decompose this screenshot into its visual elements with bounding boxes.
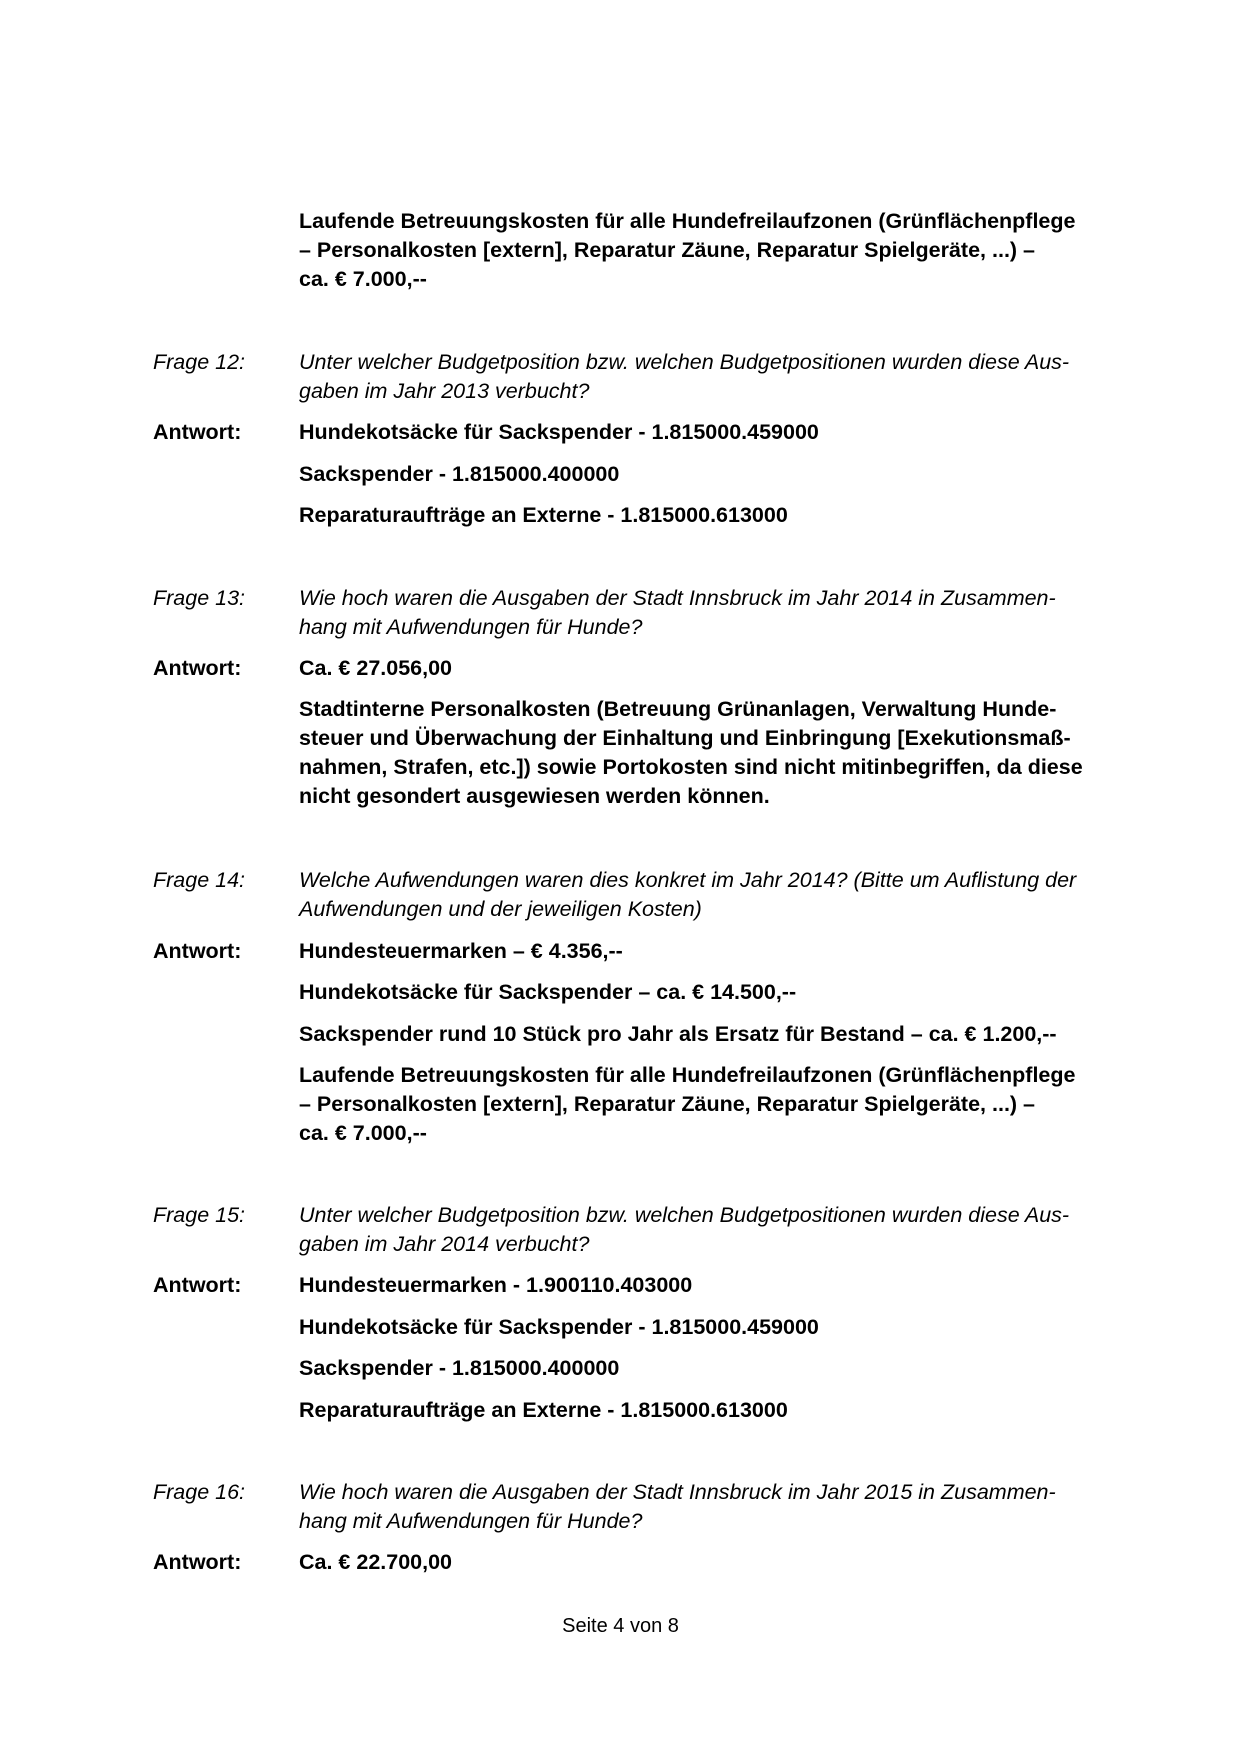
answer-15-item-3 xyxy=(153,1354,1138,1383)
question-text: Welche Aufwendungen waren dies konkret im Jahr 2014? (Bitte um Auflistung der xyxy=(299,868,1077,892)
question-text: Unter welcher Budgetposition bzw. welchen Budgetpositionen wurden diese Aus- xyxy=(299,1203,1070,1227)
answer-14-item-2 xyxy=(153,978,1138,1007)
answer-14-item-3 xyxy=(153,1020,1138,1049)
answer-label: Antwort: xyxy=(153,1273,242,1297)
answer-amount: Ca. € 22.700,00 xyxy=(299,1550,453,1574)
question-label: Frage 14: xyxy=(153,868,246,892)
note-line: nicht gesondert ausgewiesen werden können. xyxy=(299,784,770,808)
question-14 xyxy=(153,866,1138,924)
question-16 xyxy=(153,1478,1138,1536)
question-text: gaben im Jahr 2013 verbucht? xyxy=(299,379,590,403)
text-line: ca. € 7.000,-- xyxy=(299,267,427,291)
question-label: Frage 16: xyxy=(153,1480,246,1504)
page-number: Seite 4 von 8 xyxy=(562,1615,679,1637)
answer-amount: Ca. € 27.056,00 xyxy=(299,656,453,680)
question-text: Wie hoch waren die Ausgaben der Stadt Innsbruck im Jahr 2015 in Zusammen- xyxy=(299,1480,1056,1504)
question-text: hang mit Aufwendungen für Hunde? xyxy=(299,1509,643,1533)
note-line: nahmen, Strafen, etc.]) sowie Portokosten sind nicht mitinbegriffen, da diese xyxy=(299,755,1083,779)
answer-13 xyxy=(153,654,1138,683)
answer-15 xyxy=(153,1271,1138,1300)
question-text: hang mit Aufwendungen für Hunde? xyxy=(299,615,643,639)
answer-label: Antwort: xyxy=(153,939,242,963)
answer-label: Antwort: xyxy=(153,420,242,444)
answer-16 xyxy=(153,1548,1138,1577)
answer-item: Sackspender - 1.815000.400000 xyxy=(299,1356,620,1380)
answer-13-note xyxy=(153,695,1138,811)
answer-label: Antwort: xyxy=(153,656,242,680)
question-12 xyxy=(153,348,1138,406)
answer-item: Reparaturaufträge an Externe - 1.815000.613000 xyxy=(299,1398,788,1422)
answer-12-item-2 xyxy=(153,460,1138,489)
answer-item: Reparaturaufträge an Externe - 1.815000.613000 xyxy=(299,503,788,527)
answer-item: – Personalkosten [extern], Reparatur Zäune, Reparatur Spielgeräte, ...) – xyxy=(299,1092,1036,1116)
intro-paragraph xyxy=(153,207,1138,294)
text-line: – Personalkosten [extern], Reparatur Zäune, Reparatur Spielgeräte, ...) – xyxy=(299,238,1036,262)
note-line: Stadtinterne Personalkosten (Betreuung Grünanlagen, Verwaltung Hunde- xyxy=(299,697,1057,721)
question-13 xyxy=(153,584,1138,642)
question-text: Aufwendungen und der jeweiligen Kosten) xyxy=(299,897,702,921)
answer-item: Hundesteuermarken – € 4.356,-- xyxy=(299,939,623,963)
question-text: Unter welcher Budgetposition bzw. welchen Budgetpositionen wurden diese Aus- xyxy=(299,350,1070,374)
note-line: steuer und Überwachung der Einhaltung und Einbringung [Exekutionsmaß- xyxy=(299,726,1071,750)
question-text: gaben im Jahr 2014 verbucht? xyxy=(299,1232,590,1256)
answer-14 xyxy=(153,937,1138,966)
answer-item: Hundesteuermarken - 1.900110.403000 xyxy=(299,1273,693,1297)
answer-item: Laufende Betreuungskosten für alle Hundefreilaufzonen (Grünflächenpflege xyxy=(299,1063,1076,1087)
answer-item: Hundekotsäcke für Sackspender - 1.815000.459000 xyxy=(299,1315,819,1339)
question-label: Frage 15: xyxy=(153,1203,246,1227)
answer-label: Antwort: xyxy=(153,1550,242,1574)
answer-item: Sackspender rund 10 Stück pro Jahr als Ersatz für Bestand – ca. € 1.200,-- xyxy=(299,1022,1057,1046)
answer-15-item-2 xyxy=(153,1313,1138,1342)
question-label: Frage 12: xyxy=(153,350,246,374)
answer-item: ca. € 7.000,-- xyxy=(299,1121,427,1145)
answer-12 xyxy=(153,418,1138,447)
answer-item: Sackspender - 1.815000.400000 xyxy=(299,462,620,486)
text-line: Laufende Betreuungskosten für alle Hundefreilaufzonen (Grünflächenpflege xyxy=(299,209,1076,233)
answer-item: Hundekotsäcke für Sackspender – ca. € 14.500,-- xyxy=(299,980,797,1004)
answer-item: Hundekotsäcke für Sackspender - 1.815000.459000 xyxy=(299,420,819,444)
question-15 xyxy=(153,1201,1138,1259)
answer-15-item-4 xyxy=(153,1396,1138,1425)
answer-14-item-4 xyxy=(153,1061,1138,1148)
answer-12-item-3 xyxy=(153,501,1138,530)
question-label: Frage 13: xyxy=(153,586,246,610)
question-text: Wie hoch waren die Ausgaben der Stadt Innsbruck im Jahr 2014 in Zusammen- xyxy=(299,586,1056,610)
